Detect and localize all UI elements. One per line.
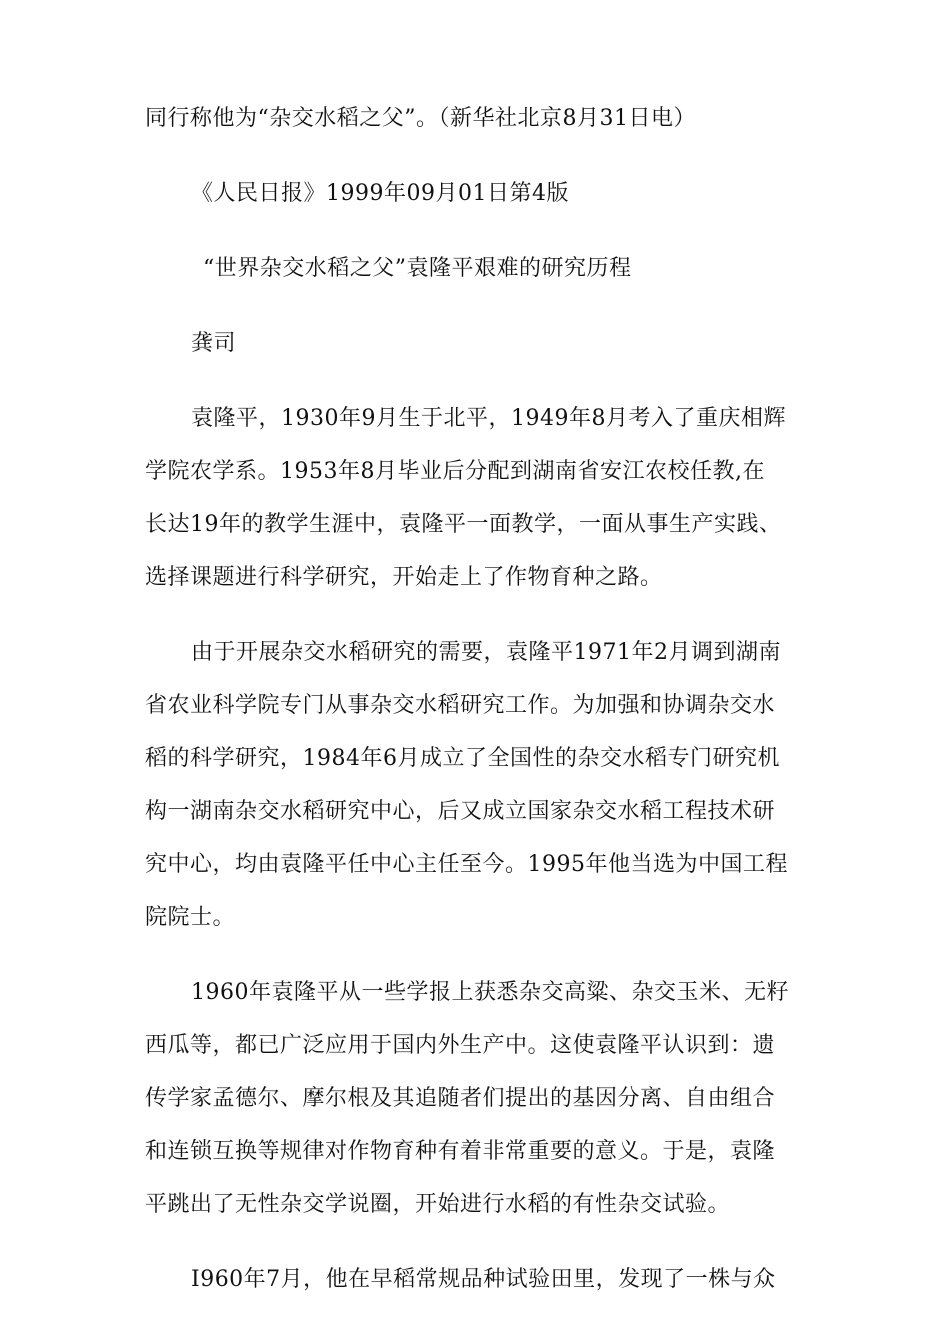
paragraph-line: 传学家孟德尔、摩尔根及其追随者们提出的基因分离、自由组合 [145, 1086, 776, 1111]
paragraph-line: 学院农学系。1953年8月毕业后分配到湖南省安江农校任教,在 [145, 459, 765, 484]
paragraph-line: 西瓜等，都已广泛应用于国内外生产中。这使袁隆平认识到：遗 [145, 1033, 776, 1058]
paragraph-line: 平跳出了无性杂交学说圈，开始进行水稻的有性杂交试验。 [145, 1192, 731, 1217]
paragraph-line: 究中心，均由袁隆平任中心主任至今。1995年他当选为中国工程 [145, 852, 788, 877]
paragraph-line: 院院士。 [145, 905, 236, 930]
paragraph [145, 392, 813, 604]
paragraph-line: 稻的科学研究，1984年6月成立了全国性的杂交水稻专门研究机 [145, 746, 780, 771]
paragraph-line: 袁隆平，1930年9月生于北平，1949年8月考入了重庆相辉 [191, 406, 786, 431]
paragraph [145, 626, 813, 944]
publication-reference: 《人民日报》1999年09月01日第4版 [191, 181, 569, 206]
paragraph-line: 选择课题进行科学研究，开始走上了作物育种之路。 [145, 565, 663, 590]
paragraph-line: 1960年袁隆平从一些学报上获悉杂交高粱、杂交玉米、无籽 [191, 980, 789, 1005]
article-author: 龚司 [191, 331, 237, 356]
paragraph-line: 由于开展杂交水稻研究的需要，袁隆平1971年2月调到湖南 [191, 640, 781, 665]
paragraph-line: 和连锁互换等规律对作物育种有着非常重要的意义。于是，袁隆 [145, 1139, 776, 1164]
document-body [145, 92, 813, 1306]
paragraph [145, 1253, 813, 1306]
paragraph-line: 长达19年的教学生涯中，袁隆平一面教学，一面从事生产实践、 [145, 512, 782, 537]
paragraph-line: 构一湖南杂交水稻研究中心，后又成立国家杂交水稻工程技术研 [145, 799, 776, 824]
article-title: “世界杂交水稻之父”袁隆平艰难的研究历程 [203, 256, 632, 281]
news-source-line: 同行称他为“杂交水稻之父”。（新华社北京8月31日电） [145, 106, 696, 131]
paragraph-line: I960年7月，他在早稻常规品种试验田里，发现了一株与众 [191, 1267, 776, 1292]
paragraph-line: 省农业科学院专门从事杂交水稻研究工作。为加强和协调杂交水 [145, 693, 776, 718]
paragraph [145, 966, 813, 1231]
